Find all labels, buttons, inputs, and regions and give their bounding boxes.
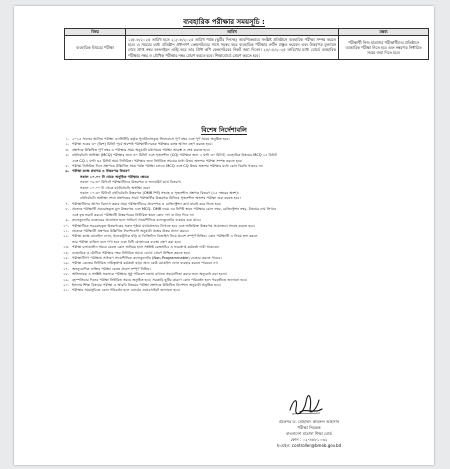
instruction-text: ব্যবহারিক ও মৌখিক পরীক্ষার নম্বর নির্ধারিত সময়ে বোর্ডে প্রেরণ নিশ্চিত করতে হবে। — [72, 250, 191, 255]
schedule-table — [64, 28, 429, 60]
instruction-text: প্রত্যেক পরীক্ষার্থী সরবরাহকৃত মূল উত্তরপত্র এবং MCQ- OMR ফরম এর নির্দিষ্ট স্থানে পরীক্ষার রোল নম্বর, রেজিস্ট্রেশন নম্বর, বিষয়ের নাম লিখবে — [72, 207, 277, 212]
instruction-number: ৮. — [65, 207, 69, 212]
instruction-text: সকাল ১০.৩০ মিনিটে বহুনির্বাচনি উত্তরপত্র (OMR শিট) সংগ্রহ ও সৃজনশীল প্রশ্নপত্র বিতরণ (২৫ নম্বরের অংশ)। — [80, 191, 239, 196]
instruction-text: সকাল ১০.০০ টা থেকে বহুনির্বাচনি অভীক্ষা শুরু। — [80, 185, 151, 190]
instruction-number: ১৫. — [63, 255, 69, 260]
cell-remark: পরীক্ষার্থী নিজ মাদ্রাসার পরীক্ষার্থীদের প্রতিষ্ঠানে ব্যবহারিক পরীক্ষা নিতে হবে এবং নম্বরপত্র নির্ধারিত সময়ে জমা দিতে হবে। — [339, 36, 429, 60]
instruction-number: ৩. — [65, 147, 69, 152]
header-subject: বিষয় — [65, 29, 126, 36]
instruction-text: সকাল ১০.০০ টা থেকে অনুষ্ঠিত পরীক্ষার ক্ষেত্রে — [80, 174, 149, 179]
instruction-text: ২০২৫ সালের আলিম পরীক্ষা এনসিটিবি কর্তৃক পুনর্বিন্যাসকৃত সিলেবাসে পূর্ণ নম্বর এবং পূর্ণ সময়ে অনুষ্ঠিত হবে। — [72, 137, 230, 141]
signatory-designation: পরীক্ষা নিয়ন্ত্রক — [297, 425, 321, 430]
instruction-item — [57, 288, 417, 293]
instruction-text: প্রত্যেক পরীক্ষার্থী প্রশ্নপত্রে উল্লিখিত নির্দেশাবলী অনুযায়ী প্রশ্নের উত্তর প্রদান করবে। — [72, 228, 189, 233]
instruction-number: ৪. — [65, 153, 69, 158]
instruction-text: পরীক্ষা কেন্দ্রের নির্ধারিত দায়িত্বপ্রাপ্ত কর্মকর্তা ছাড়া অন্য কেউ মোবাইল ফোন ব্যবহার করতে পারবেন না। — [72, 261, 218, 266]
instruction-number: ১৩. — [63, 245, 69, 250]
cell-subject: ব্যবহারিক বিষয়ের পরীক্ষা — [65, 36, 126, 60]
cell-dates: ১৫/০৮/২০২৫ তারিখ হতে ২১/০৮/২০২৫ তারিখ পর্যন্ত (ছুটির দিনসহ) আবশ্যিকভাবে সংশ্লিষ্ট প্রতিষ্ঠানে ব্যবহারিক পরীক্ষা সম্পন্ন করতে হবে। এ সময়ের মধ্যে প্রতিষ্ঠান প্রধানগণ কেন্দ্রসচিবের সাথে সমন্বয় করে ব্যবহারিক পরীক্ষার রুটিন প্রস্তুত করবেন এবং উত্তরপত্র মূল্যায়ন শেষে প্রাপ্ত নম্বর অনলাইনে এন্ট্রি করে তার প্রিন্ট কপি কেন্দ্রসচিবের নিকট জমা দিবেন। ২৪/০৮/২০২৫ তারিখের মধ্যে বোর্ডে ব্যবহারিক পরীক্ষার নম্বর ও মৌখিক পরীক্ষার নম্বর প্রেরণ করতে হবে। শিক্ষাবোর্ডে প্রেরণ করতে হবে। — [126, 36, 339, 60]
instruction-text: অননুমোদিত ব্যক্তির পরীক্ষা কেন্দ্রে প্রবেশ সম্পূর্ণ নিষিদ্ধ। — [72, 266, 151, 271]
instruction-text: পরীক্ষার্থীকে সরবরাহকৃত উত্তরপত্রের সকল পৃষ্ঠায় যথাযথভাবে লিখতে হবে এবং অতিরিক্ত উত্তরপত্র প্রয়োজনে সংগ্রহ করতে হবে। — [72, 223, 255, 228]
instruction-number: ২০. — [63, 282, 69, 287]
instruction-text: বহুনির্বাচনি অভীক্ষা শেষে প্রশ্নপত্রের সাথে পরীক্ষার্থীর উত্তরপত্র মিলিয়ে সৃজনশীল অংশের পরীক্ষা শুরু করতে হবে। — [80, 196, 241, 201]
instruction-number: ১৯. — [63, 277, 69, 282]
signatory-org: বাংলাদেশ মাদ্রাসা শিক্ষা বোর্ড — [285, 431, 332, 436]
signatory-name: প্রফেসর ড. মোহাম্মদ কামরুল আহসান — [278, 419, 340, 424]
table-header-row — [65, 29, 429, 36]
header-date: তারিখ — [126, 29, 339, 36]
instruction-text: তার পরীক্ষা বাতিল বলে গণ্য হবে এবং বিধি মোতাবেক ব্যবস্থা গ্রহণ করা হবে। — [72, 239, 182, 244]
instruction-text: এবং CQ ২ ঘণ্টা ৩৫ মিনিট সময় নির্ধারিত। পরীক্ষার জন্য নির্ধারিত সময়ের মধ্যে উভয় অংশের পরীক্ষা সম্পন্ন করতে হবে। — [72, 158, 243, 163]
instruction-number: ৬. — [65, 169, 69, 174]
header-remark: মন্তব্য — [339, 29, 429, 36]
instruction-text: প্রশ্নপত্রে উল্লিখিত পূর্ণ নম্বর ও পরীক্ষার সময় অনুযায়ী যথাসময়ে পরীক্ষা আরম্ভ ও শেষ করতে হবে। — [72, 147, 211, 152]
instruction-text: সকাল ০৯.৩০ মিনিটে পরীক্ষার্থীদের উত্তরপত্র ও অ্যাডমিট কার্ড বিতরণ। — [80, 180, 182, 185]
instruction-number: ১৬. — [63, 261, 69, 266]
signatory-email: ই-মেইল: controller@bmeb.gov.bd — [276, 443, 342, 448]
instruction-number: ১১. — [63, 228, 69, 233]
instruction-number: ৫. — [65, 164, 69, 169]
instruction-text: এবং বৃত্ত ভরাট করবে। পরীক্ষার্থী উত্তরপত্রের নির্ধারিত স্থানে কোন দাগ বা চিহ্ন দিবে না। — [72, 212, 195, 217]
instruction-text: পরীক্ষা চলাকালীন সময়ে কেন্দ্রে কোন অনিয়ম হলে সংশ্লিষ্ট কেন্দ্রসচিব ও ভারপ্রাপ্ত কর্মকর্তা দায়ী থাকবেন। — [72, 245, 220, 250]
instruction-text: পরীক্ষার্থীদের আসন বিন্যাস করার সময় পরীক্ষার্থীদের প্রবেশপত্র ও রেজিস্ট্রেশন কার্ড যাচাই করে নিতে হবে। — [72, 201, 222, 206]
instruction-number: ১. — [65, 137, 69, 141]
instruction-text: ক্যালকুলেটর ব্যবহারের প্রয়োজন হলে সাধারণ সায়েন্টিফিক ক্যালকুলেটর ব্যবহার করা যাবে। — [72, 218, 201, 223]
schedule-title: ব্যবহারিক পরীক্ষার সময়সূচি : — [183, 18, 265, 26]
table-row — [65, 36, 429, 60]
instruction-number: ৭. — [65, 201, 69, 206]
instruction-text: অভিভাবক ও সংশ্লিষ্ট সকলকে পরীক্ষার সুষ্ঠু পরিবেশ বজায় রাখতে সহযোগিতা করার জন্য অনুরোধ করা হলো। — [72, 272, 228, 277]
instruction-text: পরীক্ষা কক্ষে মোবাইল ফোন, ইলেকট্রনিক ঘড়ি বা ডিজিটাল ডিভাইস নিয়ে প্রবেশ সম্পূর্ণ নিষিদ্ধ। কোন পরীক্ষার্থী এ নিয়ম ভঙ্গ করলে — [72, 234, 258, 239]
section-title: বিশেষ নির্দেশাবলি — [201, 126, 247, 134]
signature-image — [286, 392, 326, 418]
instruction-number: ২. — [65, 142, 69, 147]
signature-block — [234, 419, 384, 449]
instruction-number: ১৪. — [63, 250, 69, 255]
instructions-list — [57, 137, 417, 294]
instruction-text: ইসলাম শিক্ষা বিষয়ের পরীক্ষা ও আরবি বিষয়ের পরীক্ষা প্রশ্নপত্রে উল্লিখিত নির্দেশনা অনুযায়ী অনুষ্ঠিত হবে। — [72, 282, 221, 287]
instruction-number: ৯. — [65, 218, 69, 223]
instruction-text: পরীক্ষার সময়সূচিতে কোন পরিবর্তন হলে বোর্ডের ওয়েবসাইটে জানানো হবে। — [72, 288, 181, 293]
instruction-number: ১৭. — [63, 266, 69, 271]
instruction-number: ১২. — [63, 234, 69, 239]
instruction-number: ১৮. — [63, 272, 69, 277]
instruction-number: ১০. — [63, 223, 69, 228]
signatory-phone: ফোন : ০২-৪৮৮১০৩২ — [290, 437, 328, 442]
instruction-text: পরীক্ষার্থীগণ পরীক্ষায় সাধারণ সায়েন্টিফিক ক্যালকুলেটর (Non-Programmable) ব্যবহার করতে পারবে। — [72, 255, 222, 260]
instruction-text: পরীক্ষা শুরুর ৩০ (ত্রিশ) মিনিট পূর্বে অবশ্যই পরীক্ষার্থীদেরকে পরীক্ষার কক্ষে আসন গ্রহণ করতে হবে। — [72, 142, 213, 147]
document-page — [14, 6, 434, 465]
instruction-text: বহুনির্বাচনি অভীক্ষা (MCQ) পরীক্ষার জন্য ৩০ মিনিট এবং সৃজনশীল (CQ) পরীক্ষার জন্য ২ ঘণ্টা ৩০ মিনিট, ব্যবহারিক বিষয়ের MCQ ২৫ মিনিট — [72, 153, 277, 158]
instruction-text: পরীক্ষা কক্ষে প্রশ্নপত্র ও উত্তরপত্র বিতরণ — [72, 169, 130, 174]
instruction-text: বৃহস্পতিবার দিনের পরীক্ষা নির্ধারিত সময়ে অনুষ্ঠিত হবে; সরকারি ছুটির কারণে কোন পরিবর্তন হলে পরবর্তীতে জানানো হবে। — [72, 277, 248, 282]
instruction-text: পরীক্ষা নির্ধারিত দিনে প্রশ্নপত্রে উল্লিখিত সময় পর্যন্ত পরীক্ষা চলবে। MCQ এবং CQ উভয় অংশের পরীক্ষার মধ্যে কোন বিরতি থাকবে না। — [72, 164, 264, 169]
instruction-number: ২১. — [63, 288, 69, 293]
